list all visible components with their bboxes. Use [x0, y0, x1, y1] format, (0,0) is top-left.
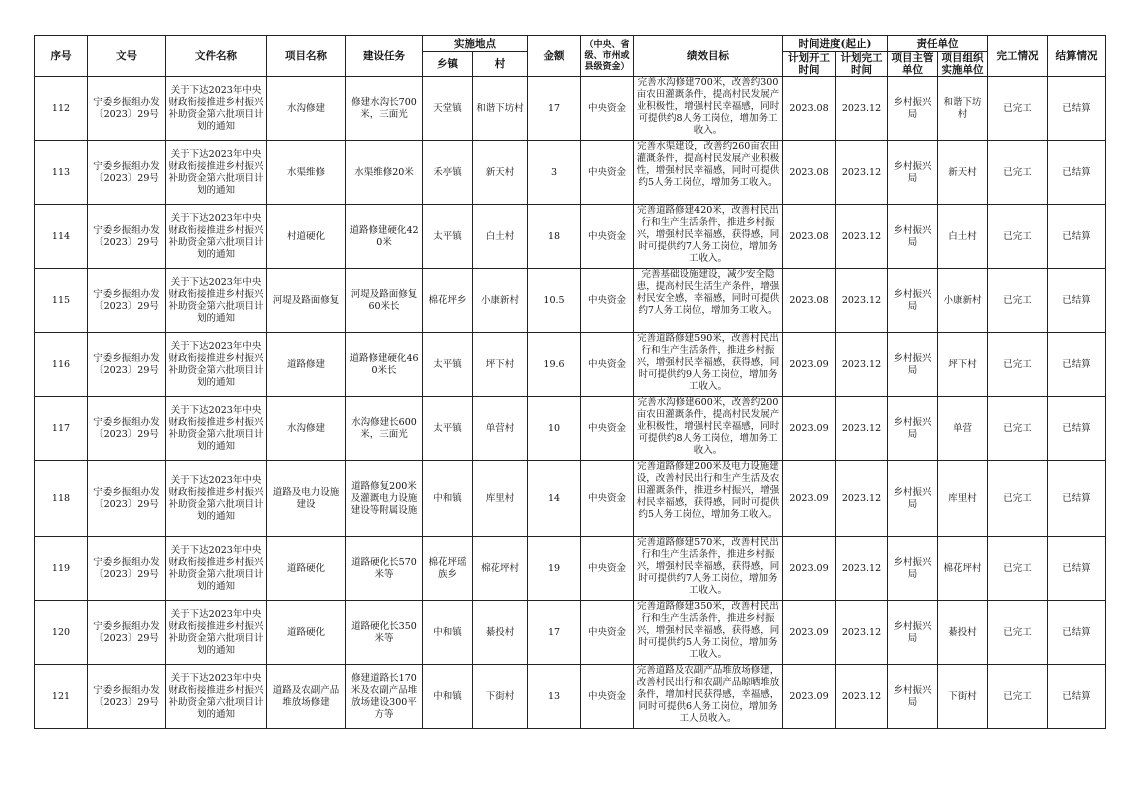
- cell-seq: 121: [35, 665, 88, 729]
- cell-fund: 中央资金: [581, 665, 634, 729]
- performance-text: 完善道路修建350米，改善村民出行和生产生活条件，推进乡村振兴，增强村民幸福感，获得感，同时可提供约5人务工岗位，增加务工收入。: [636, 601, 780, 660]
- cell-end: 2023.12: [836, 397, 888, 461]
- cell-doc-no: 宁委乡振组办发〔2023〕29号: [88, 601, 166, 665]
- cell-end: 2023.12: [836, 77, 888, 141]
- cell-dept: 乡村振兴局: [888, 333, 938, 397]
- cell-village: 新天村: [473, 141, 528, 205]
- cell-task: 水渠维修20米: [346, 141, 423, 205]
- cell-end: 2023.12: [836, 333, 888, 397]
- header-village: 村: [473, 52, 528, 77]
- cell-project: 道路硬化: [267, 601, 346, 665]
- cell-seq: 116: [35, 333, 88, 397]
- cell-task: 修建道路长170米及农副产品堆放场建设300平方等: [346, 665, 423, 729]
- cell-town: 太平镇: [423, 333, 473, 397]
- cell-fund: 中央资金: [581, 397, 634, 461]
- cell-dept: 乡村振兴局: [888, 665, 938, 729]
- cell-org: 坪下村: [938, 333, 988, 397]
- cell-settlement: 已结算: [1048, 205, 1106, 269]
- cell-start: 2023.09: [783, 665, 836, 729]
- cell-amount: 17: [528, 601, 581, 665]
- cell-start: 2023.09: [783, 397, 836, 461]
- cell-completion: 已完工: [988, 665, 1048, 729]
- header-seq: 序号: [35, 36, 88, 77]
- project-table: [34, 35, 1106, 729]
- cell-fund: 中央资金: [581, 205, 634, 269]
- header-town: 乡镇: [423, 52, 473, 77]
- header-start: 计划开工时间: [783, 52, 836, 77]
- cell-seq: 120: [35, 601, 88, 665]
- cell-doc-name: 关于下达2023年中央财政衔接推进乡村振兴补助资金第六批项目计划的通知: [166, 141, 267, 205]
- cell-performance: [634, 665, 783, 729]
- header-project: 项目名称: [267, 36, 346, 77]
- cell-start: 2023.09: [783, 601, 836, 665]
- cell-completion: 已完工: [988, 601, 1048, 665]
- cell-completion: 已完工: [988, 205, 1048, 269]
- cell-task: 道路修建硬化460米长: [346, 333, 423, 397]
- cell-completion: 已完工: [988, 77, 1048, 141]
- cell-completion: 已完工: [988, 333, 1048, 397]
- cell-village: 棉花坪村: [473, 537, 528, 601]
- cell-seq: 113: [35, 141, 88, 205]
- header-schedule: 时间进度(起止): [783, 36, 888, 52]
- header-doc-name: 文件名称: [166, 36, 267, 77]
- cell-village: 单营村: [473, 397, 528, 461]
- cell-amount: 14: [528, 461, 581, 537]
- cell-town: 太平镇: [423, 205, 473, 269]
- cell-amount: 19: [528, 537, 581, 601]
- header-org: 项目组织实施单位: [938, 52, 988, 77]
- table-row: [35, 269, 1106, 333]
- performance-text: 完善道路修建420米，改善村民出行和生产生活条件，推进乡村振兴，增强村民幸福感，获得感，同时可提供约7人务工岗位，增加务工收入。: [636, 205, 780, 264]
- cell-performance: [634, 601, 783, 665]
- cell-settlement: 已结算: [1048, 141, 1106, 205]
- cell-task: 道路硬化长350米等: [346, 601, 423, 665]
- cell-dept: 乡村振兴局: [888, 397, 938, 461]
- cell-doc-name: 关于下达2023年中央财政衔接推进乡村振兴补助资金第六批项目计划的通知: [166, 333, 267, 397]
- cell-village: 下街村: [473, 665, 528, 729]
- cell-seq: 118: [35, 461, 88, 537]
- cell-performance: [634, 141, 783, 205]
- cell-project: 村道硬化: [267, 205, 346, 269]
- performance-text: 完善水渠建设，改善约260亩农田灌溉条件，提高村民发展产业积极性，增强村民幸福感，同时可提供约5人务工岗位，增加务工收入。: [636, 141, 780, 188]
- cell-start: 2023.08: [783, 269, 836, 333]
- cell-dept: 乡村振兴局: [888, 601, 938, 665]
- cell-completion: 已完工: [988, 537, 1048, 601]
- cell-seq: 117: [35, 397, 88, 461]
- cell-settlement: 已结算: [1048, 333, 1106, 397]
- cell-village: 库里村: [473, 461, 528, 537]
- cell-completion: 已完工: [988, 397, 1048, 461]
- cell-town: 太平镇: [423, 397, 473, 461]
- cell-end: 2023.12: [836, 665, 888, 729]
- cell-doc-no: 宁委乡振组办发〔2023〕29号: [88, 205, 166, 269]
- cell-project: 水渠维修: [267, 141, 346, 205]
- cell-settlement: 已结算: [1048, 461, 1106, 537]
- cell-village: 小康新村: [473, 269, 528, 333]
- cell-performance: [634, 269, 783, 333]
- header-fund-source: （中央、省级、市州或县级资金）: [581, 36, 634, 77]
- performance-text: 完善水沟修建700米，改善约300亩农田灌溉条件，提高村民发展产业积极性，增强村民幸福感，同时可提供约8人务工岗位，增加务工收入。: [636, 77, 780, 136]
- cell-completion: 已完工: [988, 461, 1048, 537]
- cell-performance: [634, 77, 783, 141]
- header-end: 计划完工时间: [836, 52, 888, 77]
- cell-amount: 13: [528, 665, 581, 729]
- cell-fund: 中央资金: [581, 537, 634, 601]
- cell-town: 天堂镇: [423, 77, 473, 141]
- cell-completion: 已完工: [988, 141, 1048, 205]
- cell-org: 新天村: [938, 141, 988, 205]
- cell-performance: [634, 397, 783, 461]
- cell-fund: 中央资金: [581, 601, 634, 665]
- cell-doc-name: 关于下达2023年中央财政衔接推进乡村振兴补助资金第六批项目计划的通知: [166, 461, 267, 537]
- cell-performance: [634, 537, 783, 601]
- cell-village: 綦投村: [473, 601, 528, 665]
- header-amount: 金额: [528, 36, 581, 77]
- cell-task: 水沟修建长600米，三面光: [346, 397, 423, 461]
- cell-doc-name: 关于下达2023年中央财政衔接推进乡村振兴补助资金第六批项目计划的通知: [166, 77, 267, 141]
- cell-dept: 乡村振兴局: [888, 461, 938, 537]
- cell-doc-name: 关于下达2023年中央财政衔接推进乡村振兴补助资金第六批项目计划的通知: [166, 601, 267, 665]
- cell-project: 道路及农副产品堆放场修建: [267, 665, 346, 729]
- cell-amount: 17: [528, 77, 581, 141]
- cell-seq: 114: [35, 205, 88, 269]
- cell-end: 2023.12: [836, 601, 888, 665]
- table-row: [35, 665, 1106, 729]
- cell-start: 2023.09: [783, 333, 836, 397]
- header-completion: 完工情况: [988, 36, 1048, 77]
- header-responsible: 责任单位: [888, 36, 988, 52]
- cell-start: 2023.08: [783, 205, 836, 269]
- cell-org: 棉花坪村: [938, 537, 988, 601]
- cell-task: 道路修建硬化420米: [346, 205, 423, 269]
- table-row: [35, 601, 1106, 665]
- cell-amount: 3: [528, 141, 581, 205]
- cell-end: 2023.12: [836, 461, 888, 537]
- table-row: [35, 333, 1106, 397]
- header-doc-no: 文号: [88, 36, 166, 77]
- cell-completion: 已完工: [988, 269, 1048, 333]
- cell-end: 2023.12: [836, 269, 888, 333]
- cell-start: 2023.09: [783, 461, 836, 537]
- cell-end: 2023.12: [836, 537, 888, 601]
- cell-fund: 中央资金: [581, 269, 634, 333]
- table-row: [35, 537, 1106, 601]
- cell-org: 库里村: [938, 461, 988, 537]
- cell-doc-no: 宁委乡振组办发〔2023〕29号: [88, 665, 166, 729]
- cell-settlement: 已结算: [1048, 397, 1106, 461]
- cell-doc-name: 关于下达2023年中央财政衔接推进乡村振兴补助资金第六批项目计划的通知: [166, 665, 267, 729]
- table-row: [35, 141, 1106, 205]
- header-dept: 项目主管单位: [888, 52, 938, 77]
- cell-project: 道路修建: [267, 333, 346, 397]
- cell-org: 小康新村: [938, 269, 988, 333]
- cell-village: 坪下村: [473, 333, 528, 397]
- cell-end: 2023.12: [836, 141, 888, 205]
- cell-amount: 10.5: [528, 269, 581, 333]
- cell-task: 河堤及路面修复60米长: [346, 269, 423, 333]
- cell-doc-no: 宁委乡振组办发〔2023〕29号: [88, 77, 166, 141]
- cell-org: 白土村: [938, 205, 988, 269]
- cell-dept: 乡村振兴局: [888, 537, 938, 601]
- cell-amount: 18: [528, 205, 581, 269]
- cell-project: 河堤及路面修复: [267, 269, 346, 333]
- cell-dept: 乡村振兴局: [888, 141, 938, 205]
- cell-doc-name: 关于下达2023年中央财政衔接推进乡村振兴补助资金第六批项目计划的通知: [166, 537, 267, 601]
- cell-project: 道路及电力设施建设: [267, 461, 346, 537]
- performance-text: 完善道路修建590米，改善村民出行和生产生活条件，推进乡村振兴，增强村民幸福感，获得感，同时可提供约9人务工岗位，增加务工收入。: [636, 333, 780, 392]
- cell-doc-no: 宁委乡振组办发〔2023〕29号: [88, 537, 166, 601]
- cell-org: 下街村: [938, 665, 988, 729]
- cell-performance: [634, 205, 783, 269]
- table-row: [35, 461, 1106, 537]
- cell-performance: [634, 333, 783, 397]
- cell-project: 水沟修建: [267, 397, 346, 461]
- cell-dept: 乡村振兴局: [888, 269, 938, 333]
- table-row: [35, 77, 1106, 141]
- header-task: 建设任务: [346, 36, 423, 77]
- table-row: [35, 205, 1106, 269]
- cell-org: 和谐下坊村: [938, 77, 988, 141]
- cell-dept: 乡村振兴局: [888, 205, 938, 269]
- cell-doc-name: 关于下达2023年中央财政衔接推进乡村振兴补助资金第六批项目计划的通知: [166, 397, 267, 461]
- cell-start: 2023.08: [783, 77, 836, 141]
- header-performance: 绩效目标: [634, 36, 783, 77]
- cell-fund: 中央资金: [581, 333, 634, 397]
- cell-performance: [634, 461, 783, 537]
- cell-doc-no: 宁委乡振组办发〔2023〕29号: [88, 333, 166, 397]
- cell-settlement: 已结算: [1048, 665, 1106, 729]
- cell-doc-name: 关于下达2023年中央财政衔接推进乡村振兴补助资金第六批项目计划的通知: [166, 205, 267, 269]
- cell-project: 水沟修建: [267, 77, 346, 141]
- performance-text: 完善基础设施建设，减少安全隐患，提高村民生活生产条件，增强村民安全感，幸福感，同时可提供约7人务工岗位，增加务工收入。: [636, 269, 780, 316]
- cell-task: 修建水沟长700米，三面光: [346, 77, 423, 141]
- cell-amount: 19.6: [528, 333, 581, 397]
- header-settlement: 结算情况: [1048, 36, 1106, 77]
- cell-task: 道路修复200米及灌溉电力设施建设等附属设施: [346, 461, 423, 537]
- cell-seq: 112: [35, 77, 88, 141]
- cell-task: 道路硬化长570米等: [346, 537, 423, 601]
- cell-settlement: 已结算: [1048, 77, 1106, 141]
- cell-village: 白土村: [473, 205, 528, 269]
- performance-text: 完善水沟修建600米，改善约200亩农田灌溉条件，提高村民发展产业积极性，增强村民幸福感，同时可提供约8人务工岗位，增加务工收入。: [636, 397, 780, 456]
- cell-amount: 10: [528, 397, 581, 461]
- cell-start: 2023.08: [783, 141, 836, 205]
- header-location: 实施地点: [423, 36, 528, 52]
- cell-town: 中和镇: [423, 665, 473, 729]
- cell-project: 道路硬化: [267, 537, 346, 601]
- cell-town: 中和镇: [423, 601, 473, 665]
- cell-org: 綦投村: [938, 601, 988, 665]
- cell-doc-name: 关于下达2023年中央财政衔接推进乡村振兴补助资金第六批项目计划的通知: [166, 269, 267, 333]
- cell-town: 棉花坪乡: [423, 269, 473, 333]
- cell-doc-no: 宁委乡振组办发〔2023〕29号: [88, 461, 166, 537]
- cell-town: 中和镇: [423, 461, 473, 537]
- cell-dept: 乡村振兴局: [888, 77, 938, 141]
- cell-fund: 中央资金: [581, 461, 634, 537]
- table-row: [35, 397, 1106, 461]
- cell-doc-no: 宁委乡振组办发〔2023〕29号: [88, 141, 166, 205]
- cell-start: 2023.09: [783, 537, 836, 601]
- cell-org: 单营: [938, 397, 988, 461]
- cell-settlement: 已结算: [1048, 601, 1106, 665]
- performance-text: 完善道路修建200米及电力设施建设，改善村民出行和生产生活及农田灌溉条件，推进乡村振兴，增强村民幸福感，获得感，同时可提供约5人务工岗位，增加务工收入。: [636, 461, 780, 520]
- cell-settlement: 已结算: [1048, 269, 1106, 333]
- cell-seq: 115: [35, 269, 88, 333]
- cell-village: 和谐下坊村: [473, 77, 528, 141]
- performance-text: 完善道路修建570米，改善村民出行和生产生活条件，推进乡村振兴，增强村民幸福感，获得感，同时可提供约7人务工岗位，增加务工收入。: [636, 537, 780, 596]
- cell-doc-no: 宁委乡振组办发〔2023〕29号: [88, 397, 166, 461]
- cell-end: 2023.12: [836, 205, 888, 269]
- cell-fund: 中央资金: [581, 77, 634, 141]
- cell-fund: 中央资金: [581, 141, 634, 205]
- cell-settlement: 已结算: [1048, 537, 1106, 601]
- cell-town: 棉花坪瑶族乡: [423, 537, 473, 601]
- cell-seq: 119: [35, 537, 88, 601]
- cell-doc-no: 宁委乡振组办发〔2023〕29号: [88, 269, 166, 333]
- cell-town: 禾亭镇: [423, 141, 473, 205]
- performance-text: 完善道路及农副产品堆放场修建，改善村民出行和农副产品晾晒堆放条件，增加村民获得感，幸福感，同时可提供6人务工岗位，增加务工人员收入。: [636, 665, 780, 724]
